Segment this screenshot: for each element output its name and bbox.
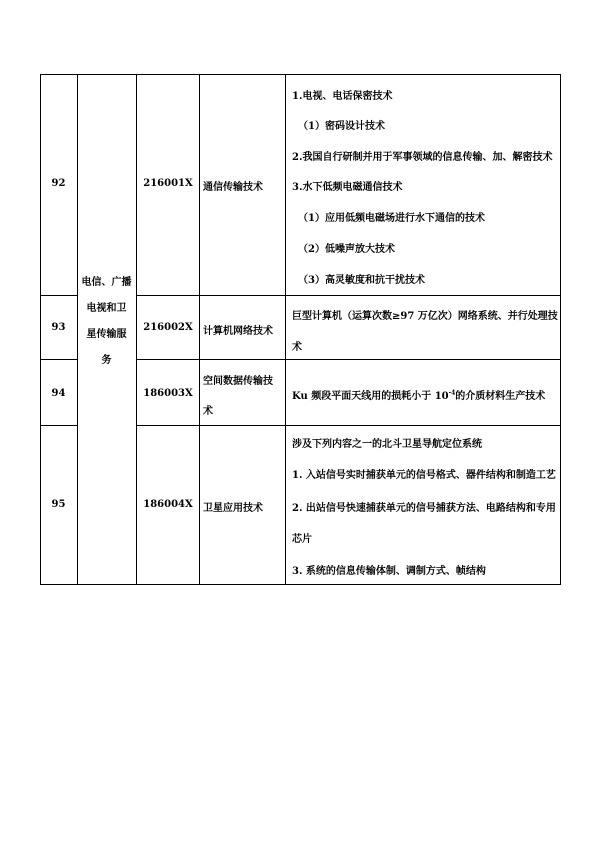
content-line: 1. 入站信号实时捕获单元的信号格式、器件结构和制造工艺 (292, 470, 556, 481)
col-divider-4 (285, 74, 286, 585)
content-line (292, 387, 545, 402)
table-border-right (560, 74, 561, 585)
row-divider-2b (136, 359, 561, 360)
category-cell (77, 270, 136, 374)
content-line: （3）高灵敏度和抗干扰技术 (298, 275, 425, 286)
tech-code: 186004X (143, 499, 193, 510)
content-line: 芯片 (292, 534, 312, 545)
table-border-bottom (40, 584, 561, 585)
tech-code: 216002X (143, 322, 193, 333)
tech-name: 通信传输技术 (203, 182, 263, 193)
tech-name: 空间数据传输技 (203, 376, 273, 387)
category-line: 务 (101, 355, 112, 366)
content-line: 3. 系统的信息传输体制、调制方式、帧结构 (292, 566, 486, 577)
col-divider-3 (199, 74, 200, 585)
content-line: 2.我国自行研制并用于军事领域的信息传输、加、解密技术 (292, 152, 553, 163)
category-line: 星传输服 (86, 329, 127, 340)
row-number: 94 (51, 388, 66, 399)
row-divider-2a (40, 359, 78, 360)
content-text: Ku 频段平面天线用的损耗小于 10 (292, 391, 449, 402)
content-line: （1）密码设计技术 (298, 121, 385, 132)
content-line: 1.电视、电话保密技术 (292, 91, 393, 102)
row-number: 92 (51, 178, 66, 189)
table-border-top (40, 74, 561, 75)
tech-name: 计算机网络技术 (203, 326, 273, 337)
tech-name: 卫星应用技术 (203, 503, 263, 514)
content-superscript: -4 (448, 389, 456, 397)
content-line: （1）应用低频电磁场进行水下通信的技术 (298, 213, 485, 224)
row-number: 93 (51, 322, 66, 333)
content-line: 3.水下低频电磁通信技术 (292, 182, 403, 193)
content-line: 涉及下列内容之一的北斗卫星导航定位系统 (292, 439, 482, 450)
row-divider-3b (136, 425, 561, 426)
row-number: 95 (51, 499, 66, 510)
tech-name: 术 (203, 406, 213, 417)
category-line: 电信、广播 (81, 277, 132, 288)
row-divider-1a (40, 295, 78, 296)
technology-table (40, 74, 561, 585)
tech-code: 186003X (143, 388, 193, 399)
tech-code: 216001X (143, 178, 193, 189)
row-divider-3a (40, 425, 78, 426)
content-line: 术 (292, 342, 302, 353)
content-line: 巨型计算机（运算次数≥97 万亿次）网络系统、并行处理技 (292, 311, 558, 322)
content-line: 2. 出站信号快速捕获单元的信号捕获方法、电路结构和专用 (292, 503, 556, 514)
category-line: 电视和卫 (86, 303, 127, 314)
content-line: （2）低噪声放大技术 (298, 244, 395, 255)
content-text: 的介质材料生产技术 (455, 391, 546, 402)
row-divider-1b (136, 295, 561, 296)
